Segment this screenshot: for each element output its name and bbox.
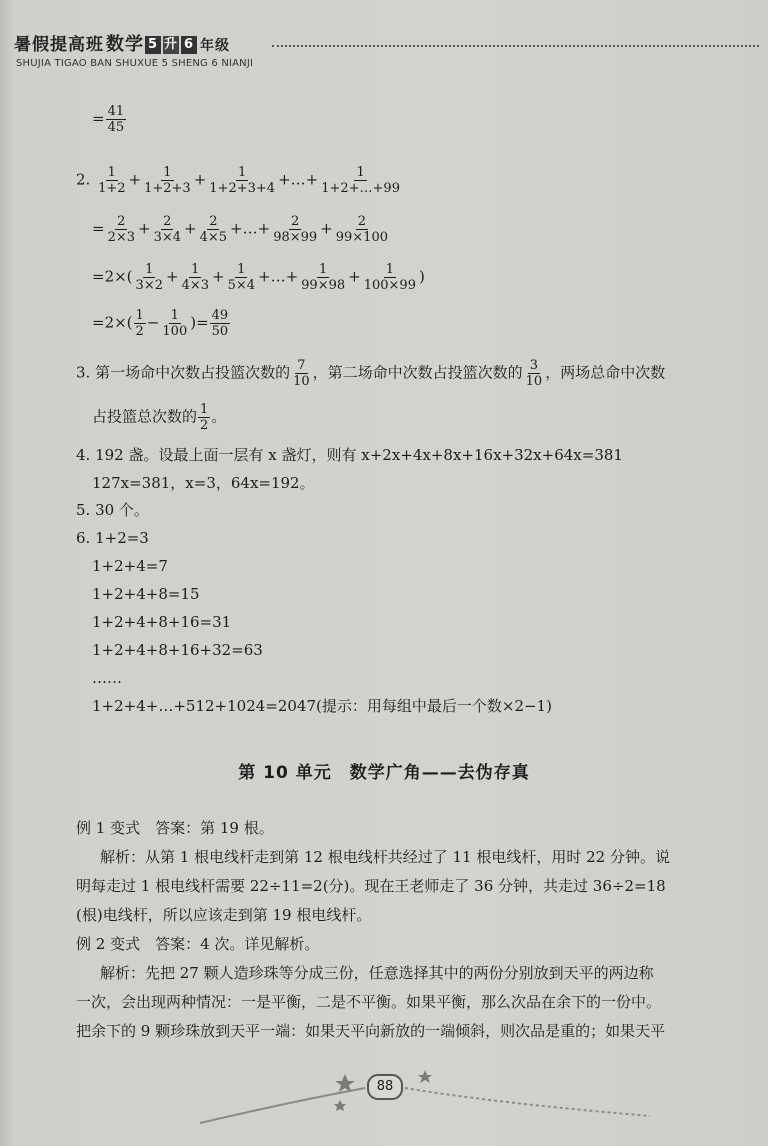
math-text: + [165, 267, 179, 286]
fraction [271, 214, 319, 245]
numerator: 2 [291, 214, 300, 229]
math-text: + [212, 267, 225, 286]
q6-line: 6. 1+2=3 [76, 529, 149, 547]
q2-line-4 [92, 308, 231, 339]
section-heading: 第 10 单元 数学广角——去伪存真 [238, 763, 530, 783]
math-text: + [138, 219, 151, 238]
q2-line-3 [92, 262, 425, 293]
denominator: 2 [200, 418, 209, 433]
q6-line: 1+2+4+8+16+32=63 [92, 641, 263, 659]
example-1-body: (根)电线杆，所以应该走到第 19 根电线杆。 [76, 906, 372, 924]
q4-line-2: 127x=381，x=3，64x=192。 [92, 474, 315, 492]
denominator: 99×98 [301, 278, 346, 293]
denominator: 1+2 [98, 181, 126, 196]
header-pinyin: SHUJIA TIGAO BAN SHUXUE 5 SHENG 6 NIANJI [16, 58, 254, 69]
math-text: 占投篮总次数的 [92, 407, 198, 426]
page-header [14, 30, 759, 76]
q6-line: 1+2+4+…+512+1024=2047(提示：用每组中最后一个数×2−1) [92, 697, 552, 715]
example-1-heading: 例 1 变式 答案：第 19 根。 [76, 819, 274, 837]
numerator: 2 [209, 214, 218, 229]
math-text: 3. 第一场命中次数占投篮次数的 [76, 363, 291, 382]
item-number: 2. [76, 170, 96, 189]
denominator: 100×99 [363, 278, 416, 293]
q6-line: 1+2+4=7 [92, 557, 168, 575]
denominator: 50 [211, 324, 229, 339]
q1-result [92, 104, 127, 135]
fraction [106, 104, 127, 135]
numerator: 2 [163, 214, 172, 229]
math-text: =2×( [92, 313, 133, 332]
math-text: + [193, 170, 207, 189]
denominator: 2×3 [107, 230, 136, 245]
fraction [291, 358, 312, 389]
math-text: +…+ [278, 170, 319, 189]
grade-from-badge: 5 [145, 36, 161, 54]
fraction [96, 165, 127, 196]
denominator: 1+2+3 [144, 181, 191, 196]
q2-line-2 [92, 214, 391, 245]
equals-sign: = [92, 109, 105, 128]
denominator: 98×99 [273, 230, 318, 245]
numerator: 1 [238, 165, 247, 180]
header-dotted-rule [272, 45, 759, 47]
fraction [198, 402, 210, 433]
example-2-body: 一次，会出现两种情况：一是平衡，二是不平衡。如果平衡，那么次品在余下的一份中。 [76, 993, 662, 1011]
denominator: 3×2 [135, 278, 163, 293]
example-2-body: 把余下的 9 颗珍珠放到天平一端：如果天平向新放的一端倾斜，则次品是重的；如果天平 [76, 1022, 666, 1040]
math-text: ，第二场命中次数占投篮次数的 [312, 363, 523, 382]
q3-line-2 [92, 402, 226, 433]
denominator: 1+2+…+99 [321, 181, 400, 196]
math-text: +…+ [230, 219, 271, 238]
fraction [334, 214, 390, 245]
math-text: + [128, 170, 142, 189]
numerator: 7 [297, 358, 306, 373]
book-title [14, 30, 230, 56]
fraction [524, 358, 545, 389]
math-text: +…+ [258, 267, 299, 286]
example-1-body: 解析：从第 1 根电线杆走到第 12 根电线杆共经过了 11 根电线杆，用时 22 分钟。说 [100, 848, 670, 866]
numerator: 1 [163, 165, 172, 180]
denominator: 5×4 [227, 278, 256, 293]
math-text: + [184, 219, 197, 238]
numerator: 1 [145, 262, 154, 277]
denominator: 4×5 [199, 230, 228, 245]
fraction [134, 262, 165, 293]
denominator: 1+2+3+4 [209, 181, 276, 196]
denominator: 10 [525, 374, 543, 389]
grade-arrow-badge: 升 [163, 37, 178, 52]
math-text: =2×( [92, 267, 133, 286]
grade-label: 年级 [200, 38, 230, 54]
footer-ornament [195, 1048, 655, 1128]
q3-line-1 [76, 358, 665, 389]
math-text: ) [418, 267, 425, 286]
math-text: + [348, 267, 361, 286]
math-text: ，两场总命中次数 [545, 363, 666, 382]
q6-line: …… [92, 669, 122, 687]
subject-name: 数学 [106, 34, 144, 55]
q2-line-1 [76, 165, 403, 196]
fraction [299, 262, 347, 293]
fraction [180, 262, 211, 293]
denominator: 3×4 [153, 230, 182, 245]
q6-line: 1+2+4+8+16=31 [92, 613, 232, 631]
numerator: 49 [211, 308, 229, 323]
page-number: 88 [367, 1074, 403, 1100]
math-text: )= [190, 313, 209, 332]
numerator: 1 [356, 165, 365, 180]
fraction [142, 165, 193, 196]
fraction [198, 214, 229, 245]
q6-line: 1+2+4+8=15 [92, 585, 200, 603]
numerator: 1 [191, 262, 200, 277]
example-2-heading: 例 2 变式 答案：4 次。详见解析。 [76, 935, 320, 953]
page-footer [195, 1048, 655, 1128]
fraction [207, 165, 277, 196]
numerator: 1 [385, 262, 394, 277]
numerator: 2 [357, 214, 367, 229]
example-2-body: 解析：先把 27 颗人造珍珠等分成三份，任意选择其中的两份分别放到天平的两边称 [100, 964, 654, 982]
fraction [226, 262, 257, 293]
fraction [210, 308, 231, 339]
denominator: 45 [107, 120, 125, 135]
grade-to-badge: 6 [181, 36, 197, 54]
numerator: 1 [170, 308, 179, 323]
denominator: 99×100 [335, 230, 388, 245]
numerator: 1 [237, 262, 246, 277]
math-text: + [320, 219, 333, 238]
numerator: 1 [200, 402, 209, 417]
fraction [152, 214, 183, 245]
numerator: 41 [107, 104, 125, 119]
q4-line-1: 4. 192 盏。设最上面一层有 x 盏灯，则有 x+2x+4x+8x+16x+32x+64x=381 [76, 446, 623, 464]
numerator: 1 [135, 308, 144, 323]
example-1-body: 明每走过 1 根电线杆需要 22÷11=2(分)。现在王老师走了 36 分钟，共走过 36÷2=18 [76, 877, 666, 895]
fraction [362, 262, 418, 293]
numerator: 3 [529, 358, 539, 373]
denominator: 10 [293, 374, 310, 389]
numerator: 2 [117, 214, 126, 229]
series-name: 暑假提高班 [14, 35, 104, 55]
q5-answer: 5. 30 个。 [76, 501, 149, 519]
denominator: 4×3 [181, 278, 209, 293]
fraction [160, 308, 189, 339]
math-text: 。 [211, 407, 227, 426]
fraction [319, 165, 402, 196]
fraction [134, 308, 146, 339]
fraction [106, 214, 137, 245]
denominator: 2 [135, 324, 144, 339]
denominator: 100 [162, 324, 188, 339]
numerator: 1 [107, 165, 116, 180]
math-text: = [92, 219, 105, 238]
math-text: − [146, 313, 160, 332]
numerator: 1 [319, 262, 328, 277]
